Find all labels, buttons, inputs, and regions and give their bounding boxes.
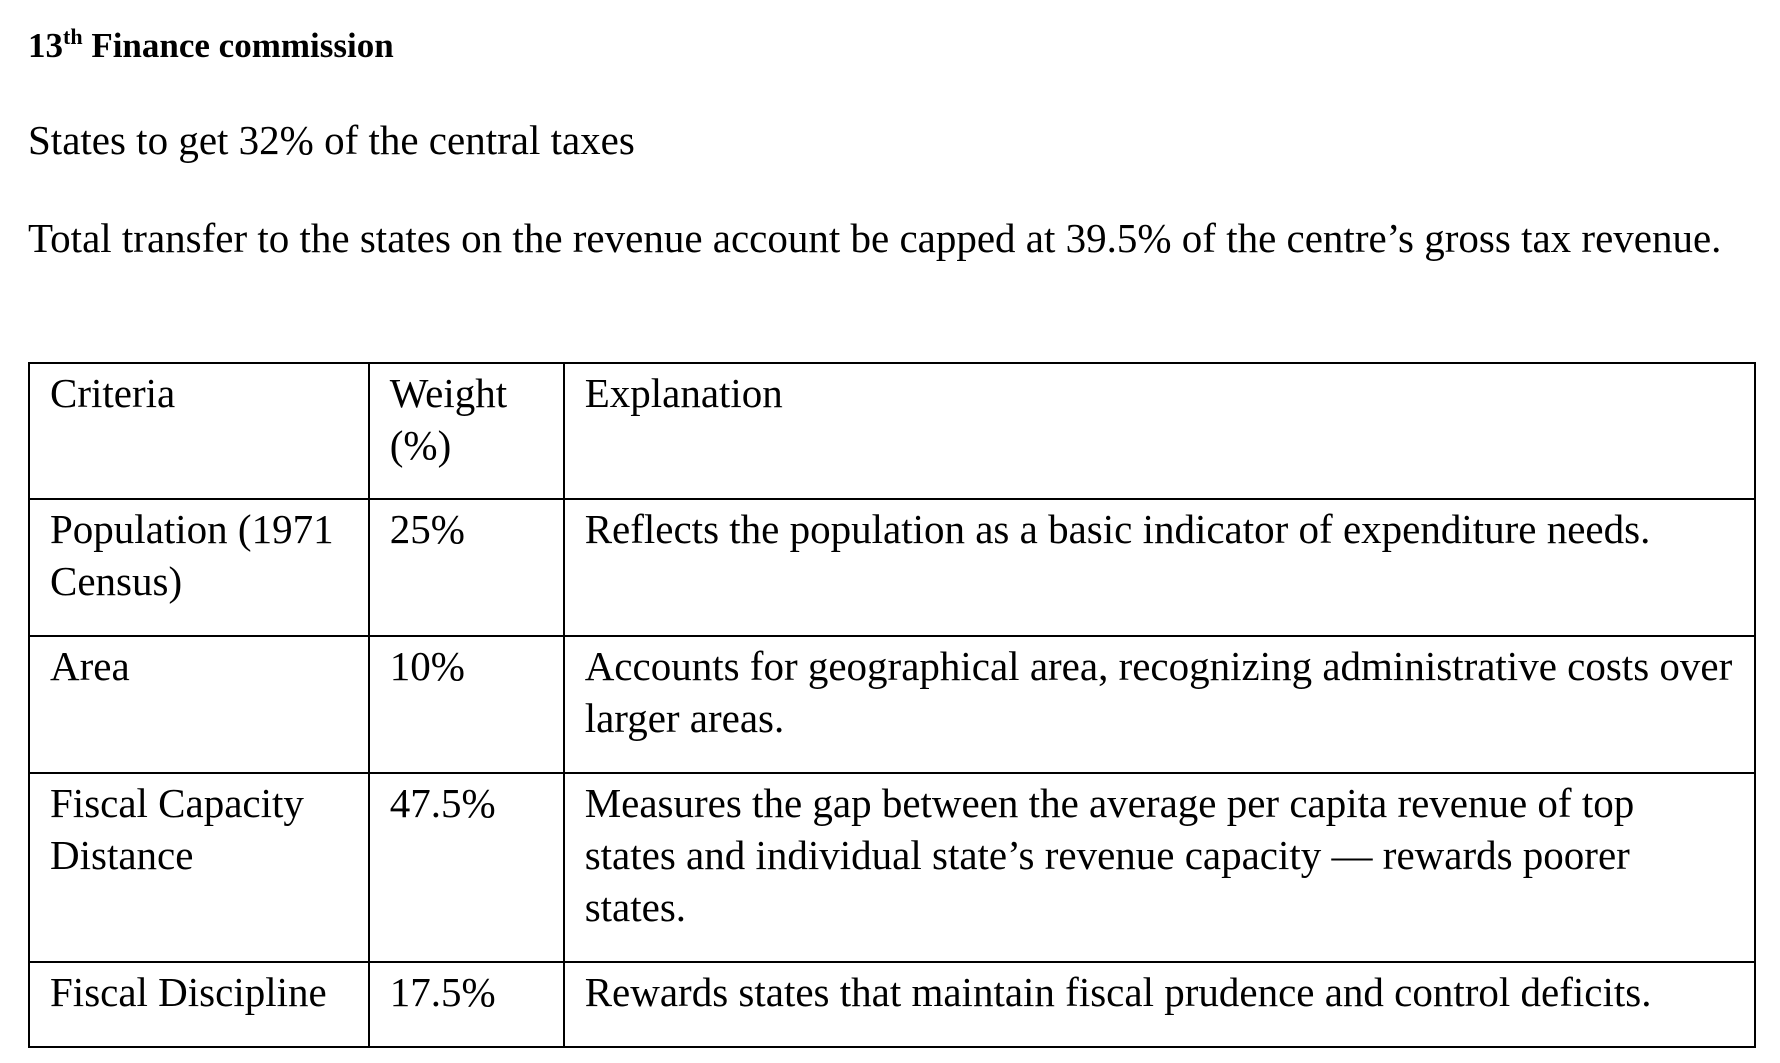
cell-explanation: Rewards states that maintain fiscal prudence and control deficits. xyxy=(564,962,1755,1047)
criteria-table xyxy=(28,362,1756,1048)
cell-explanation: Measures the gap between the average per capita revenue of top states and individual state’s revenue capacity — rewards poorer states. xyxy=(564,773,1755,962)
title-number: 13 xyxy=(28,26,63,65)
header-explanation: Explanation xyxy=(564,363,1755,499)
cell-weight: 17.5% xyxy=(369,962,564,1047)
cell-weight: 25% xyxy=(369,499,564,636)
cell-weight: 10% xyxy=(369,636,564,773)
cell-criteria: Fiscal Discipline xyxy=(29,962,369,1047)
cell-weight: 47.5% xyxy=(369,773,564,962)
cell-criteria: Fiscal Capacity Distance xyxy=(29,773,369,962)
table-row xyxy=(29,962,1755,1047)
table-row xyxy=(29,773,1755,962)
header-criteria: Criteria xyxy=(29,363,369,499)
paragraph-states-share: States to get 32% of the central taxes xyxy=(28,117,635,163)
title-ordinal-suffix: th xyxy=(63,24,83,49)
paragraph-transfer-cap: Total transfer to the states on the revenue account be capped at 39.5% of the centre’s gross tax revenue. xyxy=(28,215,1722,261)
table-header-row xyxy=(29,363,1755,499)
cell-criteria: Population (1971 Census) xyxy=(29,499,369,636)
page-title xyxy=(28,26,394,66)
header-weight: Weight (%) xyxy=(369,363,564,499)
table-row xyxy=(29,499,1755,636)
cell-explanation: Accounts for geographical area, recognizing administrative costs over larger areas. xyxy=(564,636,1755,773)
cell-explanation: Reflects the population as a basic indicator of expenditure needs. xyxy=(564,499,1755,636)
title-text: Finance commission xyxy=(82,26,394,65)
table-row xyxy=(29,636,1755,773)
cell-criteria: Area xyxy=(29,636,369,773)
